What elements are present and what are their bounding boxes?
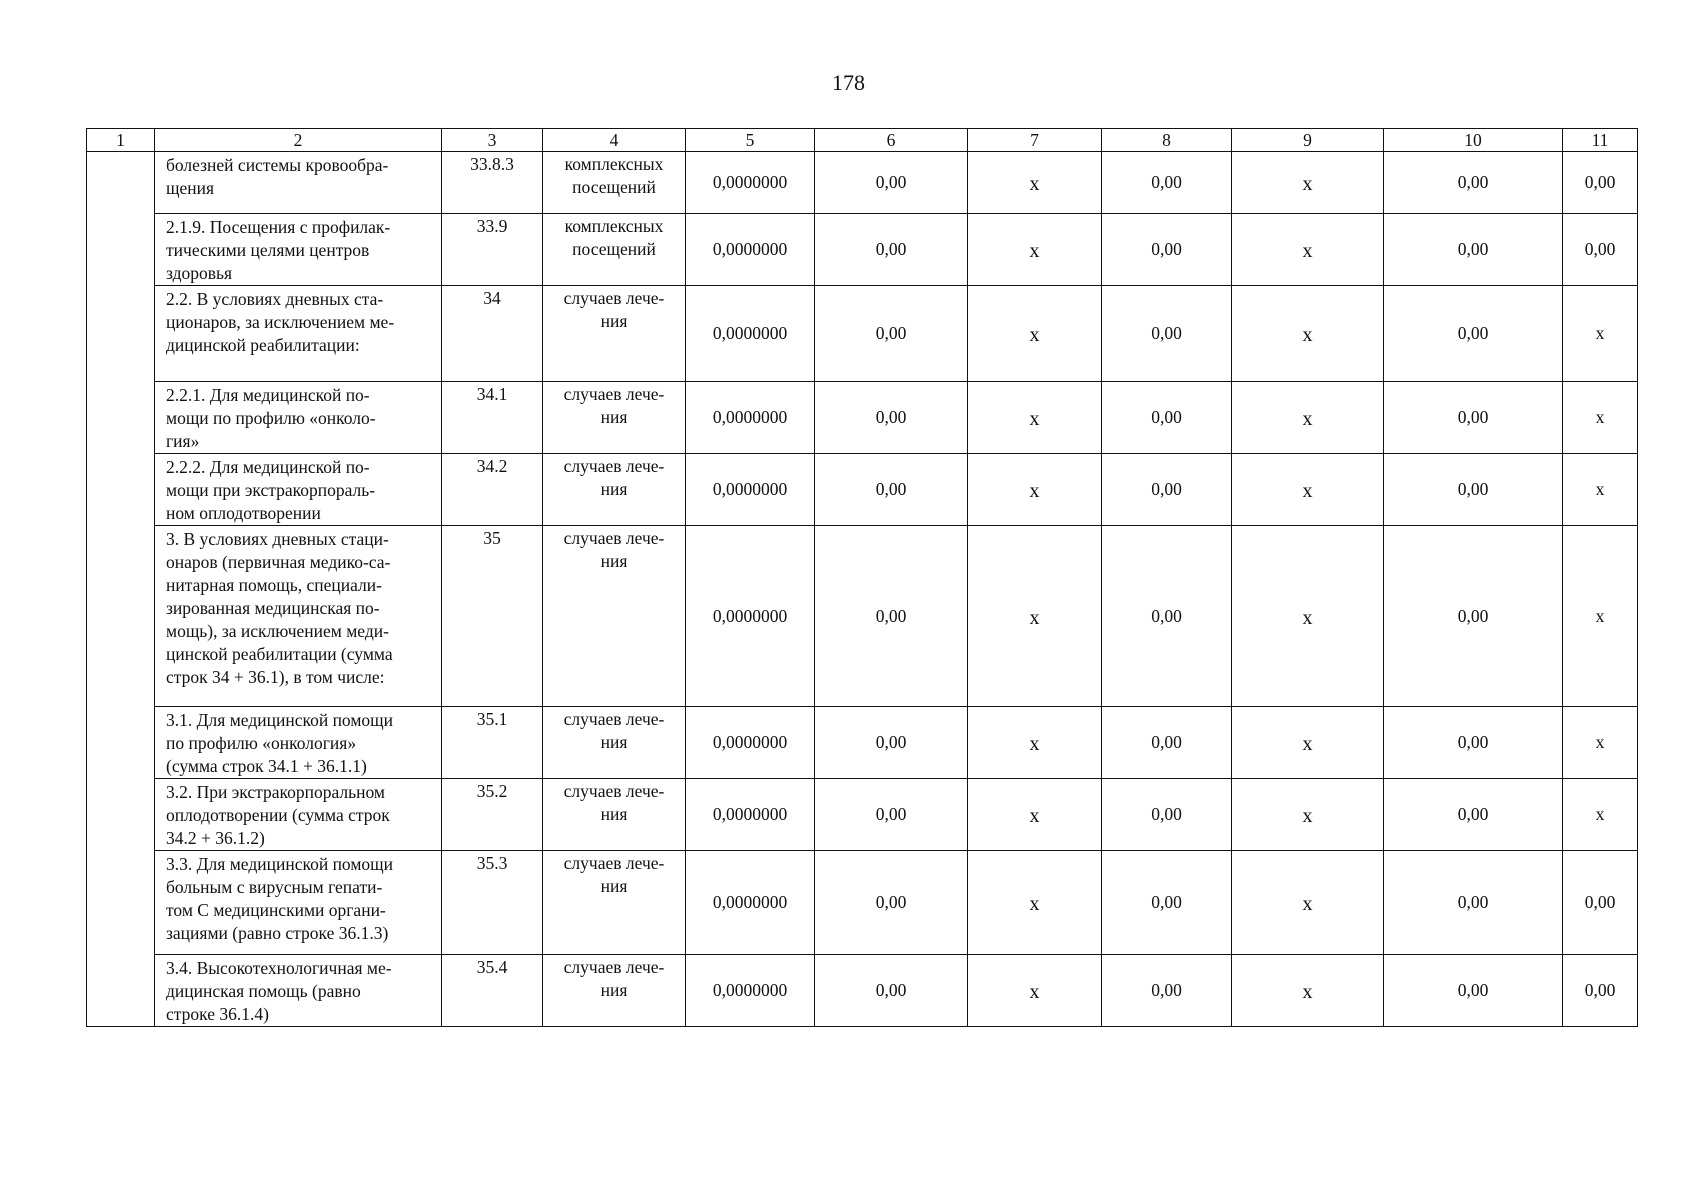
cell-col11: 0,00 — [1563, 214, 1638, 286]
cell-col5: 0,0000000 — [686, 214, 815, 286]
row-code: 35 — [442, 526, 543, 707]
cell-col10: 0,00 — [1384, 454, 1563, 526]
row-unit: случаев лече- ния — [543, 286, 686, 382]
row-name: 3.3. Для медицинской помощи больным с вирусным гепати- том С медицинскими органи- зациями (равно строке 36.1.3) — [155, 851, 442, 955]
cell-col6: 0,00 — [815, 286, 968, 382]
cell-col11: 0,00 — [1563, 152, 1638, 214]
table-row — [87, 707, 1638, 779]
cell-col8: 0,00 — [1102, 526, 1232, 707]
cell-col5: 0,0000000 — [686, 152, 815, 214]
row-unit: случаев лече- ния — [543, 382, 686, 454]
row-code: 35.4 — [442, 955, 543, 1027]
cell-col11: x — [1563, 526, 1638, 707]
row-code: 33.8.3 — [442, 152, 543, 214]
column-header: 1 — [87, 129, 155, 152]
table-row — [87, 382, 1638, 454]
cell-col6: 0,00 — [815, 214, 968, 286]
cell-col8: 0,00 — [1102, 454, 1232, 526]
cell-col8: 0,00 — [1102, 214, 1232, 286]
cell-col11: 0,00 — [1563, 955, 1638, 1027]
cell-col9: x — [1232, 526, 1384, 707]
cell-col10: 0,00 — [1384, 382, 1563, 454]
cell-col7: x — [968, 526, 1102, 707]
row-code: 33.9 — [442, 214, 543, 286]
cell-col9: x — [1232, 707, 1384, 779]
cell-col7: x — [968, 214, 1102, 286]
row-code: 34 — [442, 286, 543, 382]
cell-col10: 0,00 — [1384, 851, 1563, 955]
row-name: 3.4. Высокотехнологичная ме- дицинская помощь (равно строке 36.1.4) — [155, 955, 442, 1027]
row-unit: комплексных посещений — [543, 214, 686, 286]
column-header: 4 — [543, 129, 686, 152]
cell-col9: x — [1232, 955, 1384, 1027]
cell-col9: x — [1232, 382, 1384, 454]
cell-col9: x — [1232, 779, 1384, 851]
row-code: 34.2 — [442, 454, 543, 526]
row-unit: случаев лече- ния — [543, 526, 686, 707]
row-unit: случаев лече- ния — [543, 955, 686, 1027]
cell-col5: 0,0000000 — [686, 382, 815, 454]
row-name: болезней системы кровообра- щения — [155, 152, 442, 214]
cell-col10: 0,00 — [1384, 955, 1563, 1027]
cell-col9: x — [1232, 454, 1384, 526]
row-code: 35.1 — [442, 707, 543, 779]
column-header: 2 — [155, 129, 442, 152]
cell-col6: 0,00 — [815, 152, 968, 214]
data-table — [86, 128, 1638, 1027]
row-name: 3.1. Для медицинской помощи по профилю «онкология» (сумма строк 34.1 + 36.1.1) — [155, 707, 442, 779]
row-code: 35.3 — [442, 851, 543, 955]
cell-col11: x — [1563, 707, 1638, 779]
row-name: 3. В условиях дневных стаци- онаров (первичная медико-са- нитарная помощь, специали- зированная медицинская по- мощь), за исключением меди- цинской реабилитации (сумма строк 34 + 36.1), в том числе: — [155, 526, 442, 707]
cell-col7: x — [968, 955, 1102, 1027]
cell-col6: 0,00 — [815, 707, 968, 779]
header-row — [87, 129, 1638, 152]
row-name: 2.2.2. Для медицинской по- мощи при экстракорпораль- ном оплодотворении — [155, 454, 442, 526]
cell-col5: 0,0000000 — [686, 707, 815, 779]
cell-col8: 0,00 — [1102, 707, 1232, 779]
cell-col5: 0,0000000 — [686, 454, 815, 526]
table-body — [87, 152, 1638, 1027]
table-row — [87, 526, 1638, 707]
row-group-cell — [87, 152, 155, 1027]
column-header: 10 — [1384, 129, 1563, 152]
cell-col11: x — [1563, 779, 1638, 851]
cell-col8: 0,00 — [1102, 286, 1232, 382]
cell-col10: 0,00 — [1384, 779, 1563, 851]
cell-col7: x — [968, 152, 1102, 214]
cell-col10: 0,00 — [1384, 286, 1563, 382]
cell-col9: x — [1232, 214, 1384, 286]
row-unit: случаев лече- ния — [543, 851, 686, 955]
row-unit: случаев лече- ния — [543, 707, 686, 779]
cell-col6: 0,00 — [815, 955, 968, 1027]
cell-col9: x — [1232, 286, 1384, 382]
table-row — [87, 286, 1638, 382]
cell-col5: 0,0000000 — [686, 955, 815, 1027]
cell-col7: x — [968, 707, 1102, 779]
table-row — [87, 851, 1638, 955]
column-header: 9 — [1232, 129, 1384, 152]
cell-col8: 0,00 — [1102, 955, 1232, 1027]
cell-col5: 0,0000000 — [686, 779, 815, 851]
row-name: 2.2.1. Для медицинской по- мощи по профилю «онколо- гия» — [155, 382, 442, 454]
cell-col10: 0,00 — [1384, 707, 1563, 779]
cell-col10: 0,00 — [1384, 526, 1563, 707]
cell-col6: 0,00 — [815, 851, 968, 955]
cell-col7: x — [968, 779, 1102, 851]
cell-col8: 0,00 — [1102, 152, 1232, 214]
table-row — [87, 152, 1638, 214]
cell-col6: 0,00 — [815, 779, 968, 851]
cell-col6: 0,00 — [815, 526, 968, 707]
table-row — [87, 214, 1638, 286]
cell-col7: x — [968, 382, 1102, 454]
cell-col11: x — [1563, 454, 1638, 526]
table-row — [87, 955, 1638, 1027]
column-header: 8 — [1102, 129, 1232, 152]
cell-col6: 0,00 — [815, 382, 968, 454]
row-code: 34.1 — [442, 382, 543, 454]
column-header: 7 — [968, 129, 1102, 152]
cell-col9: x — [1232, 851, 1384, 955]
column-header: 6 — [815, 129, 968, 152]
table-row — [87, 779, 1638, 851]
cell-col10: 0,00 — [1384, 152, 1563, 214]
cell-col9: x — [1232, 152, 1384, 214]
cell-col7: x — [968, 851, 1102, 955]
row-unit: комплексных посещений — [543, 152, 686, 214]
cell-col8: 0,00 — [1102, 779, 1232, 851]
table-row — [87, 454, 1638, 526]
cell-col11: x — [1563, 382, 1638, 454]
row-name: 3.2. При экстракорпоральном оплодотворении (сумма строк 34.2 + 36.1.2) — [155, 779, 442, 851]
cell-col6: 0,00 — [815, 454, 968, 526]
row-code: 35.2 — [442, 779, 543, 851]
cell-col8: 0,00 — [1102, 382, 1232, 454]
cell-col5: 0,0000000 — [686, 851, 815, 955]
cell-col11: x — [1563, 286, 1638, 382]
row-name: 2.2. В условиях дневных ста- ционаров, за исключением ме- дицинской реабилитации: — [155, 286, 442, 382]
cell-col5: 0,0000000 — [686, 286, 815, 382]
cell-col10: 0,00 — [1384, 214, 1563, 286]
cell-col7: x — [968, 454, 1102, 526]
row-name: 2.1.9. Посещения с профилак- тическими целями центров здоровья — [155, 214, 442, 286]
column-header: 3 — [442, 129, 543, 152]
row-unit: случаев лече- ния — [543, 779, 686, 851]
page-number: 178 — [832, 70, 865, 95]
cell-col5: 0,0000000 — [686, 526, 815, 707]
cell-col8: 0,00 — [1102, 851, 1232, 955]
cell-col7: x — [968, 286, 1102, 382]
cell-col11: 0,00 — [1563, 851, 1638, 955]
column-header: 5 — [686, 129, 815, 152]
row-unit: случаев лече- ния — [543, 454, 686, 526]
column-header: 11 — [1563, 129, 1638, 152]
